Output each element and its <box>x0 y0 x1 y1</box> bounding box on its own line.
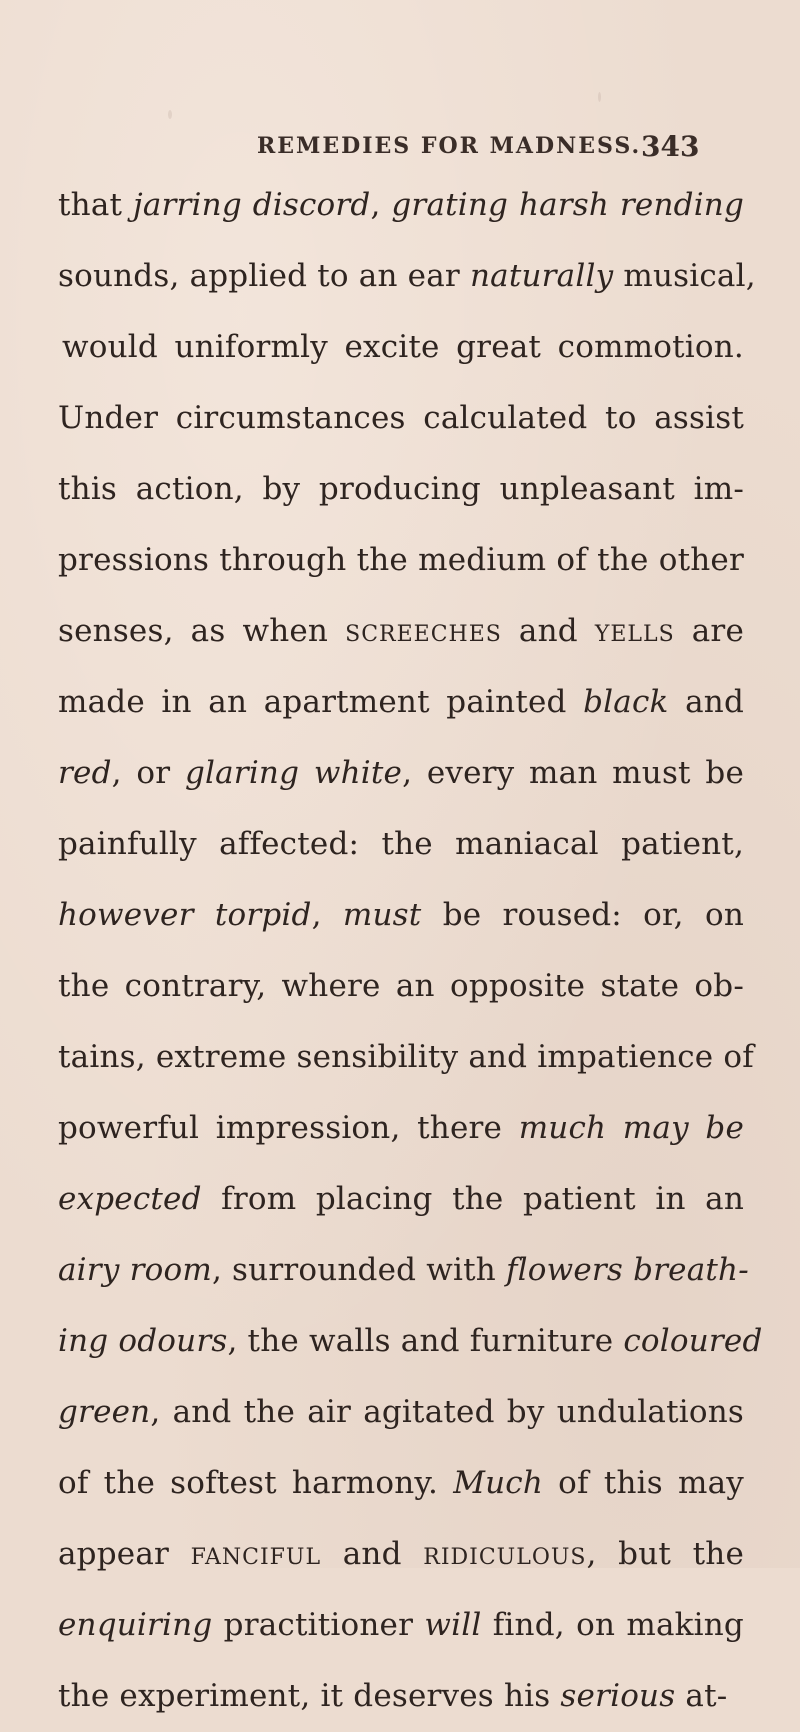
italic-text: airy room <box>58 1252 212 1288</box>
text-line: enquiring practitioner will find, on making <box>58 1607 744 1643</box>
italic-text: much may be <box>518 1110 744 1146</box>
text-line: ing odours, the walls and furniture coloured <box>58 1323 763 1359</box>
italic-text: coloured <box>623 1323 763 1359</box>
paper-blemish <box>598 92 601 102</box>
italic-text: jarring discord <box>133 187 371 223</box>
text-line: that jarring discord, grating harsh rending <box>58 187 745 223</box>
italic-text: grating harsh rending <box>391 187 745 223</box>
italic-text: ing odours <box>58 1323 228 1359</box>
text-line: would uniformly excite great commotion. <box>62 329 744 365</box>
body-text <box>58 170 763 1732</box>
italic-text: will <box>424 1607 482 1643</box>
italic-text: enquiring <box>58 1607 213 1643</box>
text-line: painfully affected: the maniacal patient, <box>58 826 744 862</box>
italic-text: black <box>583 684 669 720</box>
text-line: the contrary, where an opposite state ob- <box>58 968 744 1004</box>
page-number: 343 <box>641 130 700 163</box>
text-line: this action, by producing unpleasant im- <box>58 471 744 507</box>
italic-text: Much <box>453 1465 544 1501</box>
text-line: sounds, applied to an ear naturally musical, <box>58 258 756 294</box>
text-line: airy room, surrounded with flowers breath- <box>58 1252 749 1288</box>
text-line: made in an apartment painted black and <box>58 684 744 720</box>
text-line: of the softest harmony. Much of this may <box>58 1465 744 1501</box>
text-line: pressions through the medium of the other <box>58 542 744 578</box>
text-line: powerful impression, there much may be <box>58 1110 744 1146</box>
text-line: however torpid, must be roused: or, on <box>58 897 744 933</box>
text-line: red, or glaring white, every man must be <box>58 755 745 791</box>
italic-text: green <box>58 1394 151 1430</box>
small-caps-text: screeches <box>345 613 502 649</box>
italic-text: must <box>342 897 422 933</box>
text-line: green, and the air agitated by undulations <box>58 1394 744 1430</box>
text-line: tains, extreme sensibility and impatience of <box>58 1039 754 1075</box>
text-line: the experiment, it deserves his serious at- <box>58 1678 728 1714</box>
text-line: expected from placing the patient in an <box>58 1181 744 1217</box>
italic-text: glaring white <box>184 755 403 791</box>
italic-text: expected <box>58 1181 202 1217</box>
page-header <box>0 130 800 173</box>
italic-text: however torpid <box>58 897 312 933</box>
italic-text: naturally <box>469 258 614 294</box>
text-line: senses, as when screeches and yells are <box>58 613 744 649</box>
running-head: REMEDIES FOR MADNESS. <box>257 133 642 159</box>
small-caps-text: ridiculous <box>423 1536 587 1572</box>
paper-blemish <box>168 110 172 119</box>
italic-text: red <box>58 755 112 791</box>
small-caps-text: fanciful <box>190 1536 322 1572</box>
text-line: appear fanciful and ridiculous, but the <box>58 1536 745 1572</box>
small-caps-text: yells <box>594 613 675 649</box>
italic-text: flowers breath- <box>505 1252 749 1288</box>
text-line: Under circumstances calculated to assist <box>58 400 744 436</box>
italic-text: serious <box>560 1678 676 1714</box>
